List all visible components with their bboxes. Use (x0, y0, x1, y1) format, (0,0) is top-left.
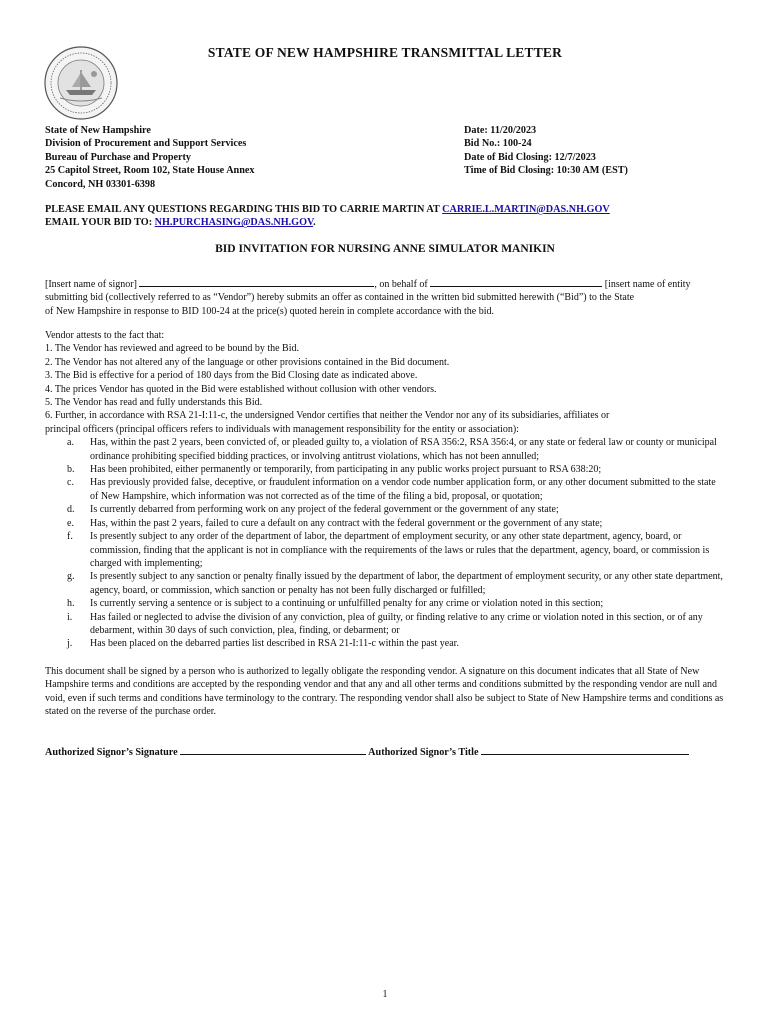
address-line: Bureau of Purchase and Property (45, 151, 192, 163)
bid-number: Bid No.: 100-24 (464, 138, 532, 150)
submit-email-link[interactable]: NH.PURCHASING@DAS.NH.GOV (154, 217, 314, 229)
list-letter: e. (67, 517, 74, 529)
intro-part-2: , on behalf of (374, 279, 431, 290)
list-item-text: Has been prohibited, either permanently or temporarily, from participating in any public works project pursuant to RSA 638:20; (90, 464, 602, 476)
page-number: 1 (382, 989, 388, 1000)
list-item: 5. The Vendor has read and fully understands this Bid. (45, 397, 263, 409)
bid-subtitle: BID INVITATION FOR NURSING ANNE SIMULATOR MANIKIN (215, 243, 555, 255)
list-item-text: Is presently subject to any order of the department of labor, the department of employment security, or any other state department, agency, board, or commission, finding that the applicant is not in compliance with the requirements of the laws or rules that the department, agency, board, or commission is charged with implementing; (90, 531, 710, 569)
list-letter: j. (67, 638, 73, 650)
list-letter: a. (67, 437, 74, 449)
intro-part-1: [Insert name of signor] (45, 279, 140, 290)
intro-part-3: [insert name of entity (602, 279, 691, 290)
list-letter: h. (67, 598, 75, 610)
list-letter: c. (67, 477, 74, 489)
sub-item-list (45, 436, 725, 651)
list-item (45, 436, 725, 463)
email-instructions (45, 203, 610, 230)
list-item (45, 517, 725, 530)
list-letter: i. (67, 611, 73, 623)
entity-name-field[interactable] (430, 276, 602, 287)
list-item-text: Has previously provided false, deceptive, or fraudulent information on a vendor code number application form, or any other document submitted to the state of New Hampshire, which information was not corrected as of the time of the filing a bid, proposal, or quotation; (90, 477, 716, 502)
address-line: Division of Procurement and Support Services (45, 138, 247, 150)
bid-info-block (464, 124, 628, 178)
list-item (45, 530, 725, 570)
bid-closing-date: Date of Bid Closing: 12/7/2023 (464, 151, 596, 163)
list-item (45, 637, 725, 650)
list-item (45, 463, 725, 476)
list-item: 1. The Vendor has reviewed and agreed to be bound by the Bid. (45, 343, 300, 355)
list-item (45, 597, 725, 610)
signature-field[interactable] (180, 743, 366, 755)
attestation-list (45, 329, 725, 651)
list-item-text: Is currently debarred from performing work on any project of the federal government or the government of any state; (90, 504, 559, 516)
list-letter: f. (67, 531, 73, 543)
list-item (45, 570, 725, 597)
bid-date: Date: 11/20/2023 (464, 125, 537, 136)
list-item-text: Is currently serving a sentence or is subject to a continuing or unfulfilled penalty for any crime or violation noted in this section; (90, 598, 604, 610)
attest-lead: Vendor attests to the fact that: (45, 330, 165, 341)
signature-label: Authorized Signor’s Signature (45, 747, 181, 758)
list-item-text: Has been placed on the debarred parties list described in RSA 21-I:11-c within the past year. (90, 638, 459, 650)
list-item-text: Has failed or neglected to advise the division of any conviction, plea of guilty, or finding relative to any crime or violation noted in this section, or of any debarment, within 30 days of such conviction, plea, finding, or debarment; or (90, 611, 703, 636)
address-line: 25 Capitol Street, Room 102, State House Annex (45, 165, 255, 177)
address-line: Concord, NH 03301-6398 (45, 178, 156, 190)
bid-closing-time: Time of Bid Closing: 10:30 AM (EST) (464, 165, 628, 177)
title-field[interactable] (481, 743, 689, 755)
submit-text: EMAIL YOUR BID TO: (45, 217, 155, 229)
signor-name-field[interactable] (139, 276, 374, 287)
list-letter: d. (67, 504, 75, 516)
intro-line-2: submitting bid (collectively referred to as “Vendor”) hereby submits an offer as contained in the written bid submitted herewith (“Bid”) to the State (45, 292, 635, 304)
list-item-text: Is presently subject to any sanction or penalty finally issued by the department of labor, the department of employment security, or any other state department, agency, board, or commission, which sanction or penalty has not been fully discharged or fulfilled; (90, 571, 723, 596)
list-item: 6. Further, in accordance with RSA 21-I:11-c, the undersigned Vendor certifies that neither the Vendor nor any of its subsidiaries, affiliates or (45, 410, 610, 422)
title-label: Authorized Signor’s Title (366, 747, 482, 758)
questions-text: PLEASE EMAIL ANY QUESTIONS REGARDING THIS BID TO CARRIE MARTIN AT (45, 204, 443, 215)
address-block (45, 124, 255, 191)
list-item: 4. The prices Vendor has quoted in the Bid were established without collusion with other vendors. (45, 383, 437, 395)
list-item-text: Has, within the past 2 years, failed to cure a default on any contract with the federal government or the government of any state; (90, 517, 603, 529)
list-item: 3. The Bid is effective for a period of 180 days from the Bid Closing date as indicated above. (45, 370, 418, 382)
questions-line (45, 203, 610, 216)
list-item-text: Has, within the past 2 years, been convicted of, or pleaded guilty to, a violation of RSA 356:2, RSA 356:4, or any state or federal law or county or municipal ordinance prohibiting specified bidding practices, or involving antitrust violations, which has not been annulled; (90, 437, 717, 462)
list-item: 2. The Vendor has not altered any of the language or other provisions contained in the Bid document. (45, 356, 450, 368)
intro-line-1 (45, 276, 725, 291)
submit-line (45, 216, 610, 229)
intro-paragraph (45, 276, 725, 318)
address-line: State of New Hampshire (45, 125, 151, 136)
signature-block (45, 743, 725, 758)
list-letter: b. (67, 464, 75, 476)
closing-paragraph: This document shall be signed by a person who is authorized to legally obligate the responding vendor. A signature on this document indicates that all State of New Hampshire terms and conditions are accepted by the responding vendor and that any and all other terms and conditions submitted by the responding vendor are null and void, even if such terms and conditions have terminology to the contrary. The responding vendor shall also be subject to State of New Hampshire terms and conditions as stated on the reverse of the purchase order. (45, 666, 724, 718)
intro-line-3: of New Hampshire in response to BID 100-24 at the price(s) quoted herein in complete accordance with the bid. (45, 305, 495, 317)
list-item (45, 503, 725, 516)
list-letter: g. (67, 571, 75, 583)
list-item (45, 476, 725, 503)
list-item (45, 611, 725, 638)
submit-suffix: . (313, 217, 316, 229)
page-title: STATE OF NEW HAMPSHIRE TRANSMITTAL LETTER (207, 45, 563, 60)
questions-email-link[interactable]: CARRIE.L.MARTIN@DAS.NH.GOV (442, 204, 610, 215)
list-item: principal officers (principal officers refers to individuals with management responsibility for the entity or association): (45, 423, 519, 435)
